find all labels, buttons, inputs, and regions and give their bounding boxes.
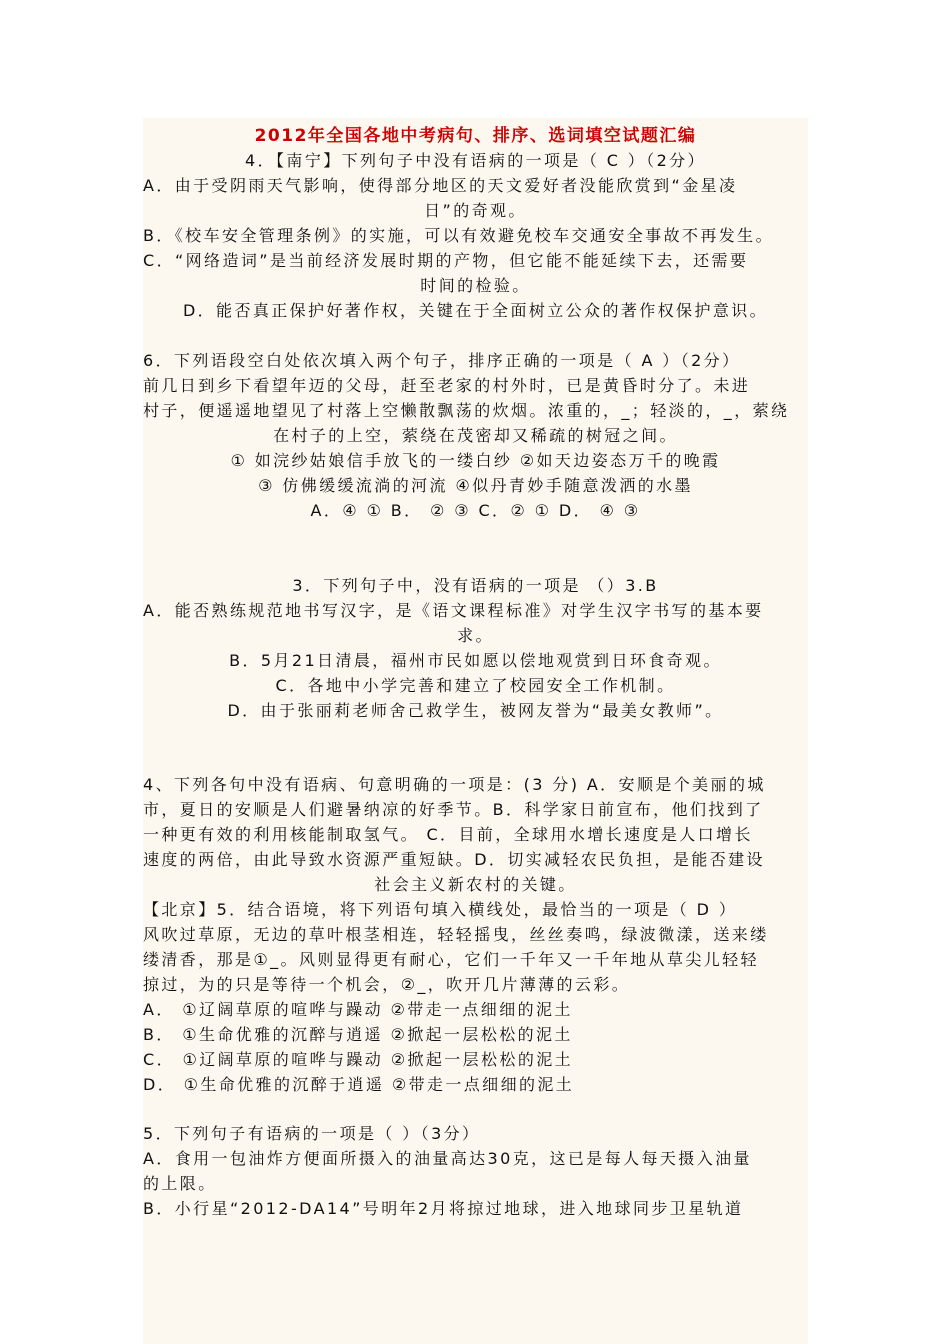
question-stem: 3．下列句子中，没有语病的一项是 （）3.B xyxy=(292,576,659,595)
option-a-continued: 的上限。 xyxy=(143,1174,217,1193)
option-d: D． ①生命优雅的沉醉于逍遥 ②带走一点细细的泥土 xyxy=(143,1075,575,1094)
question-paragraph: 社会主义新农村的关键。 xyxy=(374,875,577,894)
question-paragraph: 4、下列各句中没有语病、句意明确的一项是：(3 分) A．安顺是个美丽的城 xyxy=(143,775,766,794)
option-b: B．《校车安全管理条例》的实施，可以有效避免校车交通安全事故不再发生。 xyxy=(143,226,774,245)
passage-line: 村子，便遥遥地望见了村落上空懒散飘荡的炊烟。浓重的，_；轻淡的，_，萦绕 xyxy=(143,401,790,420)
passage-line: 前几日到乡下看望年迈的父母，赶至老家的村外时，已是黄昏时分了。未进 xyxy=(143,376,751,395)
sentence-options: ③ 仿佛缓缓流淌的河流 ④似丹青妙手随意泼洒的水墨 xyxy=(258,476,693,495)
option-a: A．由于受阴雨天气影响，使得部分地区的天文爱好者没能欣赏到“金星凌 xyxy=(143,176,738,195)
question-stem: 6．下列语段空白处依次填入两个句子，排序正确的一项是（ A ）（2分） xyxy=(143,351,741,370)
passage-line: 缕清香，那是①_。风则显得更有耐心，它们一千年又一千年地从草尖儿轻轻 xyxy=(143,950,759,969)
option-a: A．能否熟练规范地书写汉字，是《语文课程标准》对学生汉字书写的基本要 xyxy=(143,601,764,620)
option-b: B．5月21日清晨，福州市民如愿以偿地观赏到日环食奇观。 xyxy=(229,651,722,670)
question-stem: 5．下列句子有语病的一项是（ ）（3分） xyxy=(143,1124,481,1143)
option-d: D．由于张丽莉老师舍己救学生，被网友誉为“最美女教师”。 xyxy=(227,701,724,720)
question-paragraph: 市，夏日的安顺是人们避暑纳凉的好季节。B．科学家日前宣布，他们找到了 xyxy=(143,800,764,819)
option-a-continued: 求。 xyxy=(457,626,494,645)
passage-line: 风吹过草原，无边的草叶根茎相连，轻轻摇曳，丝丝奏鸣，绿波微漾，送来缕 xyxy=(143,925,769,944)
option-a: A．食用一包油炸方便面所摄入的油量高达30克，这已是每人每天摄入油量 xyxy=(143,1149,752,1168)
document-title: 2012年全国各地中考病句、排序、选词填空试题汇编 xyxy=(254,126,697,146)
question-stem: 【北京】5．结合语境，将下列语句填入横线处，最恰当的一项是（ D ） xyxy=(143,900,738,919)
option-a-continued: 日”的奇观。 xyxy=(424,201,527,220)
question-paragraph: 速度的两倍，由此导致水资源严重短缺。D．切实减轻农民负担，是能否建设 xyxy=(143,850,765,869)
option-c: C．各地中小学完善和建立了校园安全工作机制。 xyxy=(275,676,676,695)
option-c: C． ①辽阔草原的喧哗与躁动 ②掀起一层松松的泥土 xyxy=(143,1050,574,1069)
option-d: D．能否真正保护好著作权，关键在于全面树立公众的著作权保护意识。 xyxy=(182,301,769,320)
passage-line: 掠过，为的只是等待一个机会，②_，吹开几片薄薄的云彩。 xyxy=(143,975,631,994)
option-b: B． ①生命优雅的沉醉与逍遥 ②掀起一层松松的泥土 xyxy=(143,1025,573,1044)
passage-line: 在村子的上空，萦绕在茂密却又稀疏的树冠之间。 xyxy=(273,426,678,445)
sentence-options: ① 如浣纱姑娘信手放飞的一缕白纱 ②如天边姿态万千的晚霞 xyxy=(230,451,721,470)
question-paragraph: 一种更有效的利用核能制取氢气。 C．目前，全球用水增长速度是人口增长 xyxy=(143,825,753,844)
answer-choices: A．④ ① B． ② ③ C．② ① D． ④ ③ xyxy=(310,501,641,520)
option-a: A． ①辽阔草原的喧哗与躁动 ②带走一点细细的泥土 xyxy=(143,1000,573,1019)
option-b: B．小行星“2012-DA14”号明年2月将掠过地球，进入地球同步卫星轨道 xyxy=(143,1199,744,1218)
option-c-continued: 时间的检验。 xyxy=(420,276,531,295)
option-c: C．“网络造词”是当前经济发展时期的产物，但它能不能延续下去，还需要 xyxy=(143,251,749,270)
question-stem: 4．【南宁】下列句子中没有语病的一项是（ C ）（2分） xyxy=(245,151,706,170)
